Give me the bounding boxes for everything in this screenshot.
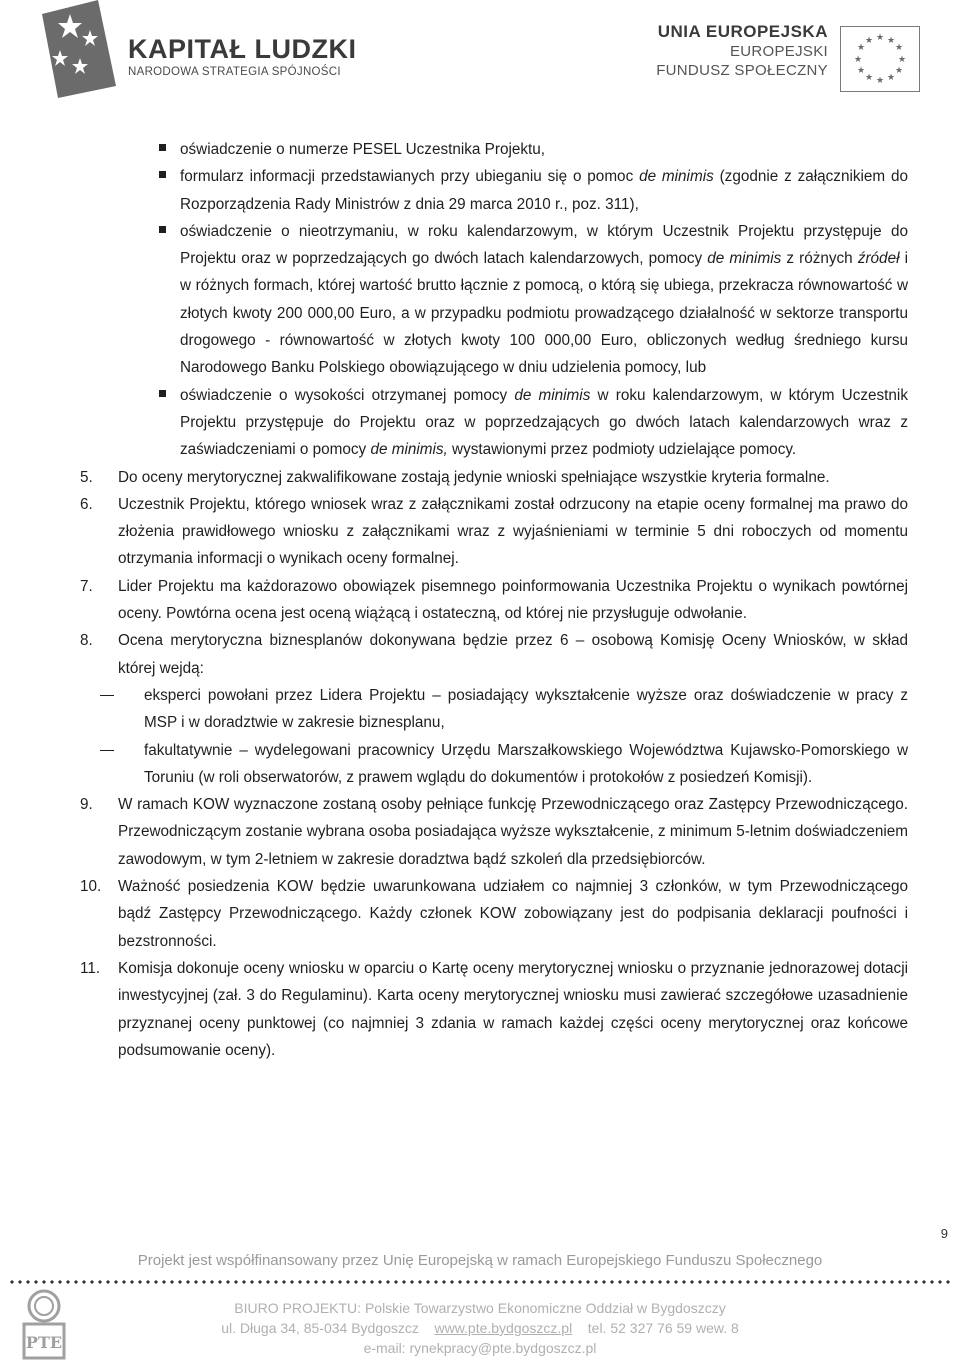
numbered-item-10: 10. Ważność posiedzenia KOW będzie uwarunkowana udziałem co najmniej 3 członków, w tym Przewodniczącego bądź Zastępcy Przewodniczącego. Każdy członek KOW zobowiązany jest do podpisania deklaracji poufności i bezstronności.: [80, 878, 908, 950]
list-item: fakultatywnie – wydelegowani pracownicy Urzędu Marszałkowskiego Województwa Kujawsko-Pomorskiego w Toruniu (w roli obserwatorów, z prawem wglądu do dokumentów i protokołów z posiedzeń Komisji).: [80, 737, 908, 792]
eu-text-block: [656, 22, 828, 80]
svg-text:PTE: PTE: [25, 1333, 63, 1352]
committee-members-list: [80, 682, 908, 791]
eu-fund-line1: EUROPEJSKI: [729, 43, 828, 60]
svg-text:★: ★: [864, 36, 874, 46]
svg-text:★: ★: [886, 36, 896, 46]
cofinance-note: Projekt jest współfinansowany przez Unię Europejską w ramach Europejskiego Funduszu Społecznego: [137, 1252, 823, 1269]
eu-flag-icon: [840, 26, 920, 92]
list-item: formularz informacji przedstawianych przy ubieganiu się o pomoc de minimis (zgodnie z załącznikiem do Rozporządzenia Rady Ministrów z dnia 29 marca 2010 r., poz. 311),: [80, 163, 908, 218]
svg-text:★: ★: [875, 76, 885, 86]
kapital-ludzki-title: KAPITAŁ LUDZKI: [128, 34, 357, 64]
numbered-item-9: 9. W ramach KOW wyznaczone zostaną osoby pełniące funkcję Przewodniczącego oraz Zastępcy Przewodniczącego. Przewodniczącym zostanie wybrana osoba posiadająca wyższe wykształcenie, z minimum 5-letnim doświadczeniem zawodowym, w tym 2-letniem w zakresie doradztwa bądź szkoleń dla przedsiębiorców.: [80, 796, 908, 868]
list-item: oświadczenie o wysokości otrzymanej pomocy de minimis w roku kalendarzowym, w którym Uczestnik Projektu przystępuje do Projektu oraz w poprzedzających go dwóch latach kalendarzowych wraz z zaświadczeniami o pomocy de minimis, wystawionymi przez podmioty udzielające pomocy.: [80, 382, 908, 464]
svg-text:★: ★: [856, 43, 866, 53]
dotted-divider: [8, 1279, 952, 1285]
svg-text:★: ★: [853, 55, 863, 65]
office-phone: tel. 52 327 76 59 wew. 8: [587, 1320, 739, 1336]
numbered-item-7: 7. Lider Projektu ma każdorazowo obowiązek pisemnego poinformowania Uczestnika Projektu o wynikach powtórnej oceny. Powtórna ocena jest oceną wiążącą i ostateczną, od której nie przysługuje odwołanie.: [80, 577, 908, 623]
office-email[interactable]: e-mail: rynekpracy@pte.bydgoszcz.pl: [363, 1340, 597, 1356]
kapital-ludzki-subtitle: NARODOWA STRATEGIA SPÓJNOŚCI: [128, 66, 341, 78]
office-name: BIURO PROJEKTU: Polskie Towarzystwo Ekonomiczne Oddział w Bygdoszczy: [234, 1300, 726, 1316]
eu-fund-line2: FUNDUSZ SPOŁECZNY: [656, 62, 828, 79]
list-item: oświadczenie o numerze PESEL Uczestnika Projektu,: [80, 136, 908, 163]
kapital-ludzki-emblem-icon: [40, 0, 118, 98]
attachment-list: [80, 136, 908, 464]
svg-text:★: ★: [856, 66, 866, 76]
page-number: 9: [940, 1226, 948, 1241]
svg-text:★: ★: [894, 43, 904, 53]
svg-text:★: ★: [875, 33, 885, 43]
list-item: oświadczenie o nieotrzymaniu, w roku kalendarzowym, w którym Uczestnik Projektu przystępuje do Projektu oraz w poprzedzających go dwóch latach kalendarzowych, pomocy de minimis z różnych źródeł i w różnych formach, której wartość brutto łącznie z pomocą, o którą się ubiega, przekracza równowartość w złotych kwoty 200 000,00 Euro, a w przypadku podmiotu prowadzącego działalność w sektorze transportu drogowego - równowartość w złotych kwoty 100 000,00 Euro, obliczonych według średniego kursu Narodowego Banku Polskiego obowiązującego w dniu udzielenia pomocy, lub: [80, 218, 908, 382]
numbered-item-11: 11. Komisja dokonuje oceny wniosku w oparciu o Kartę oceny merytorycznej wniosku o przyznanie jednorazowej dotacji inwestycyjnej (zał. 3 do Regulaminu). Karta oceny merytorycznej wniosku musi zawierać szczegółowe uzasadnienie przyznanej oceny punktowej (co najmniej 3 zdania w ramach każdej części oceny merytorycznej oraz końcowe podsumowanie oceny).: [80, 959, 908, 1059]
numbered-item-5: 5. Do oceny merytorycznej zakwalifikowane zostają jedynie wnioski spełniające wszystkie kryteria formalne.: [80, 468, 830, 486]
numbered-item-8: 8. Ocena merytoryczna biznesplanów dokonywana będzie przez 6 – osobową Komisję Oceny Wniosków, w skład której wejdą: eksperci powołani przez Lidera Projektu – posiadający wykształcenie wyższe oraz doświadczenie w pracy z MSP i w doradztwie w zakresie biznesplanu, fakultatywnie – wydelegowani pracownicy Urzędu Marszałkowskiego Województwa Kujawsko-Pomorskiego w Toruniu (w roli obserwatorów, z prawem wglądu do dokumentów i protokołów z posiedzeń Komisji).: [80, 627, 908, 791]
office-contact-line: [0, 1318, 960, 1338]
project-office-info: [0, 1298, 960, 1358]
numbered-item-6: 6. Uczestnik Projektu, którego wniosek wraz z załącznikami został odrzucony na etapie oceny formalnej ma prawo do złożenia prawidłowego wniosku z załącznikami wraz z wyjaśnieniami w terminie 5 dni roboczych od momentu otrzymania informacji o wynikach oceny formalnej.: [80, 495, 908, 568]
svg-text:★: ★: [886, 73, 896, 83]
list-item: eksperci powołani przez Lidera Projektu – posiadający wykształcenie wyższe oraz doświadczenie w pracy z MSP i w doradztwie w zakresie biznesplanu,: [80, 682, 908, 737]
svg-text:★: ★: [897, 55, 907, 65]
office-address: ul. Długa 34, 85-034 Bydgoszcz: [221, 1320, 419, 1336]
document-body: [80, 136, 908, 1064]
website-link[interactable]: www.pte.bydgoszcz.pl: [434, 1320, 573, 1336]
eu-title: UNIA EUROPEJSKA: [657, 22, 828, 41]
svg-text:★: ★: [864, 73, 874, 83]
kapital-ludzki-logo: [40, 0, 357, 100]
svg-text:★: ★: [894, 66, 904, 76]
eu-logo: [620, 22, 920, 92]
